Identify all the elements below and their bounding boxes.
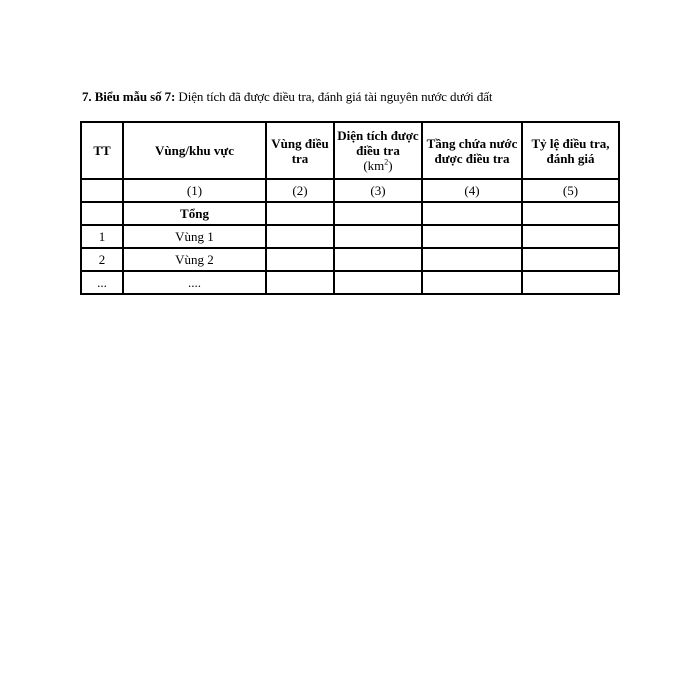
column-number-cell: (3) — [334, 179, 422, 202]
total-label: Tổng — [123, 202, 266, 225]
table-cell — [334, 248, 422, 271]
table-row-total — [81, 202, 619, 225]
table-cell — [266, 271, 334, 294]
table-cell — [522, 202, 619, 225]
header-region: Vùng/khu vực — [123, 122, 266, 179]
region-name: .... — [123, 271, 266, 294]
table-cell — [522, 271, 619, 294]
header-area-unit: $(km^2)$ — [363, 157, 393, 173]
table-cell — [422, 271, 522, 294]
region-name: Vùng 2 — [123, 248, 266, 271]
form-heading — [82, 89, 492, 105]
table-row — [81, 225, 619, 248]
header-survey-area: Vùng điều tra — [266, 122, 334, 179]
header-aquifer: Tầng chứa nước được điều tra — [422, 122, 522, 179]
form-number: 7. Biểu mẫu số 7: — [82, 89, 176, 104]
table-cell — [422, 248, 522, 271]
table-cell — [266, 225, 334, 248]
table-cell — [266, 202, 334, 225]
header-surveyed-area — [334, 122, 422, 179]
header-surveyed-area-label: Diện tích được điều tra — [337, 128, 419, 158]
column-number-cell: (5) — [522, 179, 619, 202]
survey-table — [80, 121, 620, 295]
row-number: ... — [81, 271, 123, 294]
table-cell — [522, 225, 619, 248]
table-cell — [522, 248, 619, 271]
table-cell — [334, 225, 422, 248]
table-row — [81, 248, 619, 271]
region-name: Vùng 1 — [123, 225, 266, 248]
column-number-cell: (4) — [422, 179, 522, 202]
column-number-cell — [81, 179, 123, 202]
column-number-cell: (1) — [123, 179, 266, 202]
table-cell — [81, 202, 123, 225]
header-ratio: Tỷ lệ điều tra, đánh giá — [522, 122, 619, 179]
table-cell — [334, 202, 422, 225]
table-cell — [422, 202, 522, 225]
header-row — [81, 122, 619, 179]
row-number: 1 — [81, 225, 123, 248]
header-tt: TT — [81, 122, 123, 179]
form-title: Diện tích đã được điều tra, đánh giá tài nguyên nước dưới đất — [175, 89, 493, 104]
column-number-cell: (2) — [266, 179, 334, 202]
table-cell — [266, 248, 334, 271]
column-number-row — [81, 179, 619, 202]
row-number: 2 — [81, 248, 123, 271]
table-cell — [334, 271, 422, 294]
table-row — [81, 271, 619, 294]
table-cell — [422, 225, 522, 248]
